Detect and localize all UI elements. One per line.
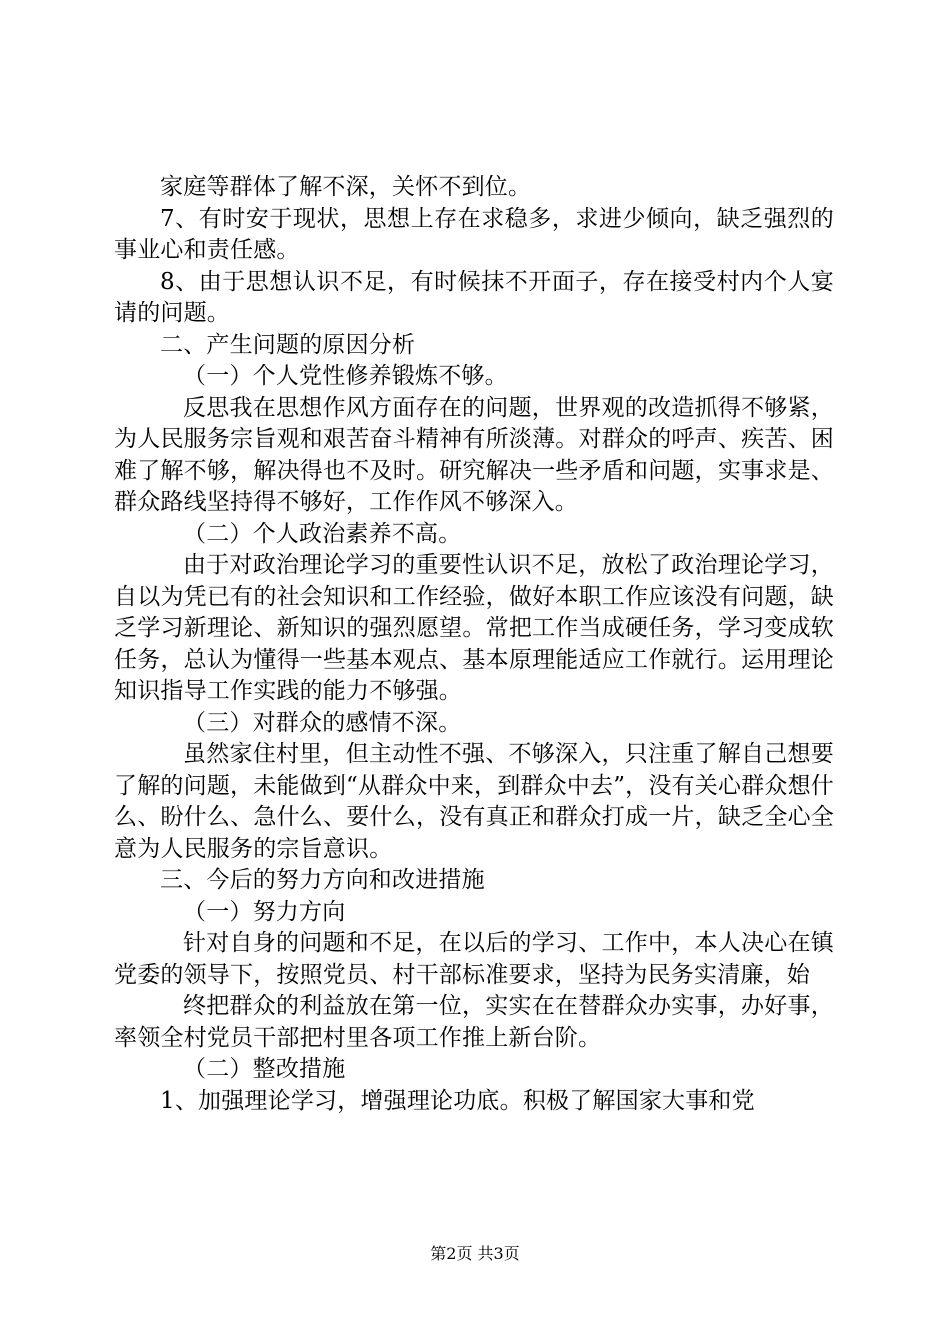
paragraph: 终把群众的利益放在第一位，实实在在替群众办实事，办好事，率领全村党员干部把村里各项工作推上新台阶。	[114, 993, 834, 1051]
paragraph: 由于对政治理论学习的重要性认识不足，放松了政治理论学习，自以为凭已有的社会知识和工作经验，做好本职工作应该没有问题，缺乏学习新理论、新知识的强烈愿望。常把工作当成硬任务，学习变成软任务，总认为懂得一些基本观点、基本原理能适应工作就行。运用理论知识指导工作实践的能力不够强。	[114, 552, 834, 704]
subsection-heading: （二）整改措施	[183, 1056, 346, 1082]
subsection-heading: （三）对群众的感情不深。	[183, 709, 462, 736]
paragraph: 针对自身的问题和不足，在以后的学习、工作中，本人决心在镇党委的领导下，按照党员、村干部标准要求，坚持为民务实清廉，始	[114, 930, 834, 988]
paragraph: 家庭等群体了解不深，关怀不到位。	[160, 174, 532, 200]
paragraph: 虽然家住村里，但主动性不强、不够深入，只注重了解自己想要了解的问题，未能做到“从群众中来，到群众中去”，没有关心群众想什么、盼什么、急什么、要什么，没有真正和群众打成一片，缺乏全心全意为人民服务的宗旨意识。	[114, 741, 834, 862]
subsection-heading: （一）个人党性修养锻炼不够。	[183, 363, 508, 389]
section-heading: 三、今后的努力方向和改进措施	[160, 867, 485, 893]
paragraph: 1、加强理论学习，增强理论功底。积极了解国家大事和党	[160, 1087, 755, 1114]
paragraph: 8、由于思想认识不足，有时候抹不开面子，存在接受村内个人宴请的问题。	[114, 268, 834, 326]
section-heading: 二、产生问题的原因分析	[160, 331, 416, 358]
paragraph: 反思我在思想作风方面存在的问题，世界观的改造抓得不够紧，为人民服务宗旨观和艰苦奋斗精神有所淡薄。对群众的呼声、疾苦、困难了解不够，解决得也不及时。研究解决一些矛盾和问题，实事求是、群众路线坚持得不够好，工作作风不够深入。	[114, 394, 834, 515]
subsection-heading: （一）努力方向	[183, 898, 346, 925]
document-body	[114, 172, 834, 1117]
page-number-footer: 第2页 共3页	[430, 1244, 520, 1263]
subsection-heading: （二）个人政治素养不高。	[183, 520, 462, 547]
paragraph: 7、有时安于现状，思想上存在求稳多，求进少倾向，缺乏强烈的事业心和责任感。	[114, 205, 834, 263]
